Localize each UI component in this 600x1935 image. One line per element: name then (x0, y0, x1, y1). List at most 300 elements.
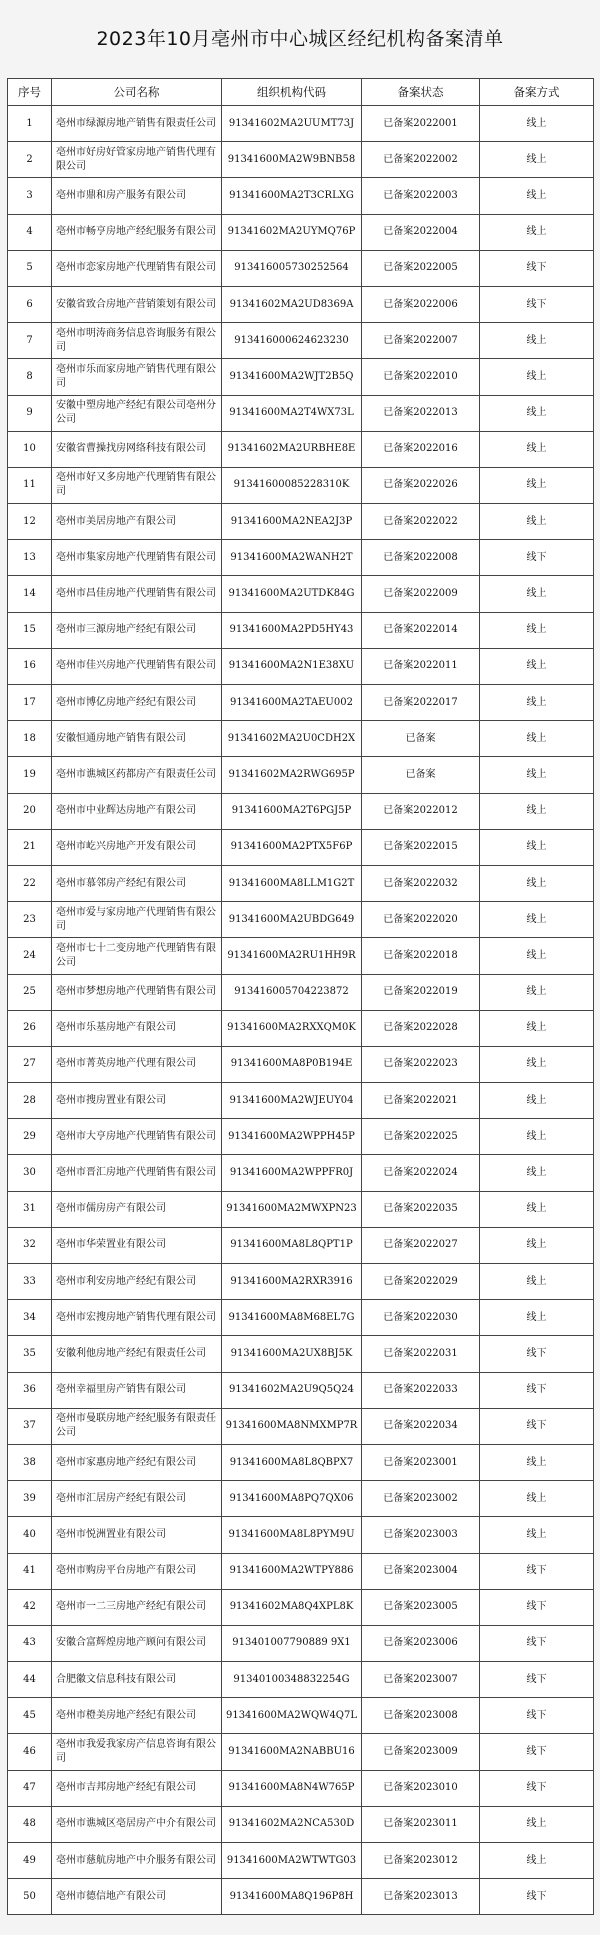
org-code: 91341600MA2WJT2B5Q (222, 359, 362, 395)
org-code: 91341602MA2NCA530D (222, 1806, 362, 1842)
org-code: 91341600MA8L8PYM9U (222, 1517, 362, 1553)
filing-status: 已备案2023007 (362, 1662, 480, 1698)
table-row (8, 1517, 594, 1553)
org-code: 91341600MA8PQ7QX06 (222, 1481, 362, 1517)
company-name: 亳州幸福里房产销售有限公司 (52, 1372, 222, 1408)
company-name: 亳州市华荣置业有限公司 (52, 1227, 222, 1263)
filing-method: 线上 (480, 612, 594, 648)
filing-method: 线上 (480, 1227, 594, 1263)
company-name: 亳州市宏搜房地产销售代理有限公司 (52, 1300, 222, 1336)
org-code: 91341602MA2UYMQ76P (222, 214, 362, 250)
row-index: 31 (8, 1191, 52, 1227)
filing-method: 线上 (480, 938, 594, 974)
filing-status: 已备案2023006 (362, 1625, 480, 1661)
company-name: 亳州市明涛商务信息咨询服务有限公司 (52, 323, 222, 359)
org-code: 91341600MA8L8QPT1P (222, 1227, 362, 1263)
table-row (8, 1336, 594, 1372)
filing-status: 已备案2022022 (362, 504, 480, 540)
filing-method: 线上 (480, 1264, 594, 1300)
filing-method: 线上 (480, 1046, 594, 1082)
filing-method: 线下 (480, 1662, 594, 1698)
filing-method: 线上 (480, 721, 594, 757)
filing-status: 已备案2022035 (362, 1191, 480, 1227)
table-row (8, 1879, 594, 1915)
row-index: 38 (8, 1444, 52, 1480)
filing-method: 线上 (480, 865, 594, 901)
company-name: 亳州市搜房置业有限公司 (52, 1083, 222, 1119)
row-index: 35 (8, 1336, 52, 1372)
filing-method: 线下 (480, 1589, 594, 1625)
filing-method: 线上 (480, 793, 594, 829)
table-row (8, 1625, 594, 1661)
filing-method: 线上 (480, 902, 594, 938)
org-code: 913416005730252564 (222, 250, 362, 286)
filing-method: 线下 (480, 1770, 594, 1806)
filing-status: 已备案2023011 (362, 1806, 480, 1842)
company-name: 亳州市恋家房地产代理销售有限公司 (52, 250, 222, 286)
table-header-row (8, 79, 594, 106)
org-code: 91341600MA2UBDG649 (222, 902, 362, 938)
company-name: 亳州市橙美房地产经纪有限公司 (52, 1698, 222, 1734)
header-filing-status: 备案状态 (362, 79, 480, 106)
org-code: 91341600MA2RXR3916 (222, 1264, 362, 1300)
table-row (8, 1046, 594, 1082)
filing-status: 已备案2022029 (362, 1264, 480, 1300)
company-name: 安徽合富辉煌房地产顾问有限公司 (52, 1625, 222, 1661)
org-code: 91341600MA2UTDK84G (222, 576, 362, 612)
org-code: 91341600MA2W9BNB58 (222, 142, 362, 178)
header-filing-method: 备案方式 (480, 79, 594, 106)
filing-status: 已备案2022005 (362, 250, 480, 286)
row-index: 25 (8, 974, 52, 1010)
filing-status: 已备案2022030 (362, 1300, 480, 1336)
company-name: 亳州市博亿房地产经纪有限公司 (52, 685, 222, 721)
filing-method: 线上 (480, 1083, 594, 1119)
table-row (8, 214, 594, 250)
filing-method: 线下 (480, 1734, 594, 1770)
row-index: 1 (8, 106, 52, 142)
filing-method: 线上 (480, 106, 594, 142)
row-index: 12 (8, 504, 52, 540)
table-row (8, 938, 594, 974)
row-index: 19 (8, 757, 52, 793)
org-code: 91341600MA2WJEUY04 (222, 1083, 362, 1119)
filing-method: 线上 (480, 648, 594, 684)
table-row (8, 323, 594, 359)
row-index: 39 (8, 1481, 52, 1517)
filing-status: 已备案2022021 (362, 1083, 480, 1119)
row-index: 48 (8, 1806, 52, 1842)
row-index: 4 (8, 214, 52, 250)
company-name: 亳州市好又多房地产代理销售有限公司 (52, 467, 222, 503)
org-code: 91341600MA2T3CRLXG (222, 178, 362, 214)
row-index: 13 (8, 540, 52, 576)
table-row (8, 142, 594, 178)
org-code: 91341600MA8LLM1G2T (222, 865, 362, 901)
filing-status: 已备案2022026 (362, 467, 480, 503)
filing-status: 已备案2023003 (362, 1517, 480, 1553)
filing-method: 线下 (480, 286, 594, 322)
org-code: 91341600MA2NABBU16 (222, 1734, 362, 1770)
filing-method: 线下 (480, 1698, 594, 1734)
table-row (8, 1010, 594, 1046)
filing-method: 线上 (480, 395, 594, 431)
filing-status: 已备案2023002 (362, 1481, 480, 1517)
filing-method: 线上 (480, 1155, 594, 1191)
row-index: 17 (8, 685, 52, 721)
filing-method: 线上 (480, 142, 594, 178)
row-index: 21 (8, 829, 52, 865)
row-index: 46 (8, 1734, 52, 1770)
table-row (8, 1119, 594, 1155)
table-row (8, 829, 594, 865)
filing-method: 线下 (480, 1625, 594, 1661)
filing-method: 线上 (480, 323, 594, 359)
org-code: 91341600MA2TAEU002 (222, 685, 362, 721)
table-row (8, 1227, 594, 1263)
filing-method: 线上 (480, 1806, 594, 1842)
table-row (8, 395, 594, 431)
filing-status: 已备案2022023 (362, 1046, 480, 1082)
row-index: 45 (8, 1698, 52, 1734)
company-name: 亳州市儒房房产有限公司 (52, 1191, 222, 1227)
row-index: 27 (8, 1046, 52, 1082)
row-index: 37 (8, 1408, 52, 1444)
company-name: 亳州市曼联房地产经纪服务有限责任公司 (52, 1408, 222, 1444)
filing-status: 已备案2022009 (362, 576, 480, 612)
filing-method: 线下 (480, 1336, 594, 1372)
filing-status: 已备案2022033 (362, 1372, 480, 1408)
filing-status: 已备案 (362, 757, 480, 793)
row-index: 36 (8, 1372, 52, 1408)
table-row (8, 1481, 594, 1517)
org-code: 91341600MA8NMXMP7R (222, 1408, 362, 1444)
table-row (8, 1155, 594, 1191)
filing-status: 已备案2022001 (362, 106, 480, 142)
table-row (8, 648, 594, 684)
filing-method: 线上 (480, 757, 594, 793)
filing-status: 已备案2023001 (362, 1444, 480, 1480)
company-name: 亳州市好房好管家房地产销售代理有限公司 (52, 142, 222, 178)
org-code: 91341600MA8N4W765P (222, 1770, 362, 1806)
filing-status: 已备案2022012 (362, 793, 480, 829)
org-code: 91341602MA2RWG695P (222, 757, 362, 793)
filing-status: 已备案2022034 (362, 1408, 480, 1444)
filing-method: 线上 (480, 1010, 594, 1046)
filing-status: 已备案2022031 (362, 1336, 480, 1372)
table-row (8, 902, 594, 938)
filing-status: 已备案2023008 (362, 1698, 480, 1734)
filing-method: 线上 (480, 359, 594, 395)
filing-status: 已备案2023009 (362, 1734, 480, 1770)
filing-status: 已备案2022027 (362, 1227, 480, 1263)
row-index: 24 (8, 938, 52, 974)
filing-status: 已备案2023010 (362, 1770, 480, 1806)
filing-status: 已备案2022008 (362, 540, 480, 576)
table-row (8, 721, 594, 757)
org-code: 91341600MA2WTPY886 (222, 1553, 362, 1589)
org-code: 91341600MA2PTX5F6P (222, 829, 362, 865)
table-row (8, 576, 594, 612)
row-index: 26 (8, 1010, 52, 1046)
table-row (8, 1770, 594, 1806)
filing-method: 线上 (480, 685, 594, 721)
org-code: 91341600MA2MWXPN23 (222, 1191, 362, 1227)
header-company-name: 公司名称 (52, 79, 222, 106)
row-index: 42 (8, 1589, 52, 1625)
company-name: 亳州市中业辉达房地产有限公司 (52, 793, 222, 829)
company-name: 亳州市家惠房地产经纪有限公司 (52, 1444, 222, 1480)
org-code: 91341602MA2UD8369A (222, 286, 362, 322)
table-row (8, 1589, 594, 1625)
row-index: 2 (8, 142, 52, 178)
filing-status: 已备案2022013 (362, 395, 480, 431)
row-index: 11 (8, 467, 52, 503)
filing-status: 已备案2022024 (362, 1155, 480, 1191)
filing-method: 线上 (480, 1517, 594, 1553)
row-index: 41 (8, 1553, 52, 1589)
org-code: 91341600MA2PD5HY43 (222, 612, 362, 648)
company-name: 安徽恒通房地产销售有限公司 (52, 721, 222, 757)
filing-status: 已备案2022019 (362, 974, 480, 1010)
filing-method: 线下 (480, 1879, 594, 1915)
company-name: 亳州市购房平台房地产有限公司 (52, 1553, 222, 1589)
table-row (8, 757, 594, 793)
company-name: 亳州市爱与家房地产代理销售有限公司 (52, 902, 222, 938)
org-code: 91341600MA2RU1HH9R (222, 938, 362, 974)
company-name: 亳州市屹兴房地产开发有限公司 (52, 829, 222, 865)
table-row (8, 359, 594, 395)
registry-table (7, 78, 594, 1915)
company-name: 安徽省曹操找房网络科技有限公司 (52, 431, 222, 467)
row-index: 49 (8, 1843, 52, 1879)
company-name: 亳州市悦洲置业有限公司 (52, 1517, 222, 1553)
filing-status: 已备案2022025 (362, 1119, 480, 1155)
company-name: 亳州市集家房地产代理销售有限公司 (52, 540, 222, 576)
table-row (8, 1444, 594, 1480)
filing-status: 已备案2023005 (362, 1589, 480, 1625)
table-row (8, 286, 594, 322)
row-index: 20 (8, 793, 52, 829)
company-name: 亳州市梦想房地产代理销售有限公司 (52, 974, 222, 1010)
company-name: 亳州市我爱我家房产信息咨询有限公司 (52, 1734, 222, 1770)
table-row (8, 1083, 594, 1119)
row-index: 14 (8, 576, 52, 612)
filing-method: 线上 (480, 1119, 594, 1155)
company-name: 亳州市利安房地产经纪有限公司 (52, 1264, 222, 1300)
table-row (8, 793, 594, 829)
company-name: 安徽利他房地产经纪有限责任公司 (52, 1336, 222, 1372)
table-row (8, 1806, 594, 1842)
company-name: 亳州市乐基房地产有限公司 (52, 1010, 222, 1046)
org-code: 91340100348832254G (222, 1662, 362, 1698)
org-code: 91341600MA8Q196P8H (222, 1879, 362, 1915)
company-name: 合肥徽文信息科技有限公司 (52, 1662, 222, 1698)
table-row (8, 1300, 594, 1336)
company-name: 亳州市绿源房地产销售有限责任公司 (52, 106, 222, 142)
row-index: 33 (8, 1264, 52, 1300)
company-name: 亳州市鼎和房产服务有限公司 (52, 178, 222, 214)
company-name: 亳州市七十二变房地产代理销售有限公司 (52, 938, 222, 974)
company-name: 亳州市畅亨房地产经纪服务有限公司 (52, 214, 222, 250)
table-row (8, 1843, 594, 1879)
row-index: 5 (8, 250, 52, 286)
filing-status: 已备案2022011 (362, 648, 480, 684)
table-row (8, 1372, 594, 1408)
company-name: 亳州市大亨房地产代理销售有限公司 (52, 1119, 222, 1155)
filing-method: 线下 (480, 1408, 594, 1444)
table-row (8, 540, 594, 576)
filing-method: 线上 (480, 214, 594, 250)
org-code: 91341600MA2RXXQM0K (222, 1010, 362, 1046)
row-index: 30 (8, 1155, 52, 1191)
org-code: 91341600MA8L8QBPX7 (222, 1444, 362, 1480)
org-code: 91341600MA2WANH2T (222, 540, 362, 576)
table-row (8, 178, 594, 214)
org-code: 91341602MA2U9Q5Q24 (222, 1372, 362, 1408)
company-name: 亳州市慕邻房产经纪有限公司 (52, 865, 222, 901)
table-row (8, 974, 594, 1010)
row-index: 7 (8, 323, 52, 359)
filing-status: 已备案2022004 (362, 214, 480, 250)
org-code: 91341600MA2N1E38XU (222, 648, 362, 684)
table-row (8, 1662, 594, 1698)
company-name: 亳州市一二三房地产经纪有限公司 (52, 1589, 222, 1625)
row-index: 44 (8, 1662, 52, 1698)
filing-status: 已备案2022002 (362, 142, 480, 178)
table-row (8, 504, 594, 540)
company-name: 亳州市德信地产有限公司 (52, 1879, 222, 1915)
table-row (8, 250, 594, 286)
filing-method: 线上 (480, 467, 594, 503)
row-index: 29 (8, 1119, 52, 1155)
row-index: 8 (8, 359, 52, 395)
filing-method: 线上 (480, 504, 594, 540)
filing-status: 已备案2022014 (362, 612, 480, 648)
filing-method: 线上 (480, 1481, 594, 1517)
row-index: 23 (8, 902, 52, 938)
org-code: 913401007790889 9X1 (222, 1625, 362, 1661)
table-row (8, 865, 594, 901)
org-code: 91341600MA2T6PGJ5P (222, 793, 362, 829)
table-row (8, 612, 594, 648)
org-code: 91341600MA2T4WX73L (222, 395, 362, 431)
filing-method: 线上 (480, 1843, 594, 1879)
company-name: 亳州市慈航房地产中介服务有限公司 (52, 1843, 222, 1879)
table-row (8, 1408, 594, 1444)
row-index: 10 (8, 431, 52, 467)
org-code: 91341600MA8P0B194E (222, 1046, 362, 1082)
filing-status: 已备案 (362, 721, 480, 757)
company-name: 亳州市汇居房产经纪有限公司 (52, 1481, 222, 1517)
filing-status: 已备案2022018 (362, 938, 480, 974)
table-row (8, 1698, 594, 1734)
org-code: 91341600MA8M68EL7G (222, 1300, 362, 1336)
company-name: 亳州市三源房地产经纪有限公司 (52, 612, 222, 648)
company-name: 亳州市谯城区药都房产有限责任公司 (52, 757, 222, 793)
table-row (8, 1191, 594, 1227)
filing-status: 已备案2023012 (362, 1843, 480, 1879)
row-index: 34 (8, 1300, 52, 1336)
org-code: 913416000624623230 (222, 323, 362, 359)
company-name: 亳州市昌佳房地产代理销售有限公司 (52, 576, 222, 612)
row-index: 3 (8, 178, 52, 214)
filing-method: 线上 (480, 1300, 594, 1336)
filing-status: 已备案2022003 (362, 178, 480, 214)
row-index: 28 (8, 1083, 52, 1119)
company-name: 亳州市吉邦房地产经纪有限公司 (52, 1770, 222, 1806)
filing-status: 已备案2022020 (362, 902, 480, 938)
filing-method: 线上 (480, 1444, 594, 1480)
filing-method: 线上 (480, 178, 594, 214)
row-index: 50 (8, 1879, 52, 1915)
header-org-code: 组织机构代码 (222, 79, 362, 106)
company-name: 亳州市晋汇房地产代理销售有限公司 (52, 1155, 222, 1191)
table-row (8, 1264, 594, 1300)
row-index: 40 (8, 1517, 52, 1553)
org-code: 91341602MA2UUMT73J (222, 106, 362, 142)
org-code: 91341600MA2WPPH45P (222, 1119, 362, 1155)
row-index: 15 (8, 612, 52, 648)
row-index: 16 (8, 648, 52, 684)
header-index: 序号 (8, 79, 52, 106)
org-code: 91341600MA2WPPFR0J (222, 1155, 362, 1191)
filing-status: 已备案2022032 (362, 865, 480, 901)
filing-status: 已备案2022007 (362, 323, 480, 359)
table-row (8, 106, 594, 142)
row-index: 47 (8, 1770, 52, 1806)
table-row (8, 685, 594, 721)
filing-method: 线下 (480, 540, 594, 576)
company-name: 安徽中塑房地产经纪有限公司亳州分公司 (52, 395, 222, 431)
filing-status: 已备案2022010 (362, 359, 480, 395)
table-row (8, 1734, 594, 1770)
org-code: 91341600MA2WQW4Q7L (222, 1698, 362, 1734)
filing-method: 线下 (480, 250, 594, 286)
filing-status: 已备案2023004 (362, 1553, 480, 1589)
row-index: 43 (8, 1625, 52, 1661)
org-code: 91341602MA2URBHE8E (222, 431, 362, 467)
org-code: 91341600MA2NEA2J3P (222, 504, 362, 540)
company-name: 亳州市乐而家房地产销售代理有限公司 (52, 359, 222, 395)
company-name: 安徽省致合房地产营销策划有限公司 (52, 286, 222, 322)
org-code: 91341600MA2UX8BJ5K (222, 1336, 362, 1372)
document-title: 2023年10月亳州市中心城区经纪机构备案清单 (96, 28, 504, 50)
filing-method: 线上 (480, 829, 594, 865)
filing-method: 线下 (480, 1553, 594, 1589)
company-name: 亳州市谯城区亳居房产中介有限公司 (52, 1806, 222, 1842)
table-row (8, 1553, 594, 1589)
org-code: 91341602MA8Q4XPL8K (222, 1589, 362, 1625)
filing-method: 线上 (480, 1191, 594, 1227)
table-row (8, 431, 594, 467)
filing-status: 已备案2022016 (362, 431, 480, 467)
company-name: 亳州市美居房地产有限公司 (52, 504, 222, 540)
row-index: 32 (8, 1227, 52, 1263)
filing-method: 线上 (480, 431, 594, 467)
row-index: 22 (8, 865, 52, 901)
org-code: 91341600085228310K (222, 467, 362, 503)
filing-method: 线下 (480, 1372, 594, 1408)
row-index: 6 (8, 286, 52, 322)
filing-status: 已备案2022015 (362, 829, 480, 865)
row-index: 9 (8, 395, 52, 431)
filing-status: 已备案2022006 (362, 286, 480, 322)
org-code: 913416005704223872 (222, 974, 362, 1010)
filing-status: 已备案2022028 (362, 1010, 480, 1046)
row-index: 18 (8, 721, 52, 757)
org-code: 91341600MA2WTWTG03 (222, 1843, 362, 1879)
